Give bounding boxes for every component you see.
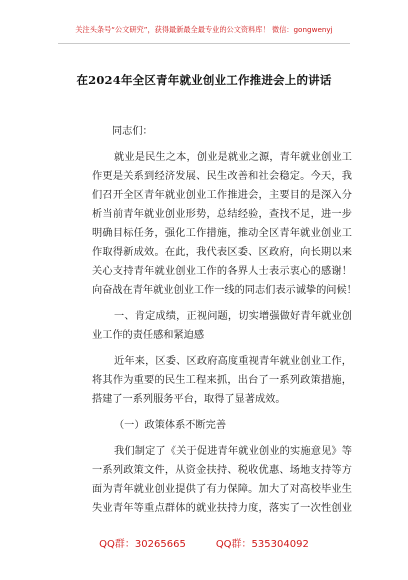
salutation: 同志们： <box>112 126 153 137</box>
paragraph-line: 面为青年就业创业提供了有力保障。加大了对高校毕业生 <box>92 484 352 495</box>
paragraph-line: 将其作为重要的民生工程来抓，出台了一系列政策措施， <box>92 375 352 386</box>
document-title: 在2024年全区青年就业创业工作推进会上的讲话 <box>76 73 332 87</box>
paragraph-line: 向奋战在青年就业创业工作一线的同志们表示诚挚的问候！ <box>92 285 357 296</box>
footer-qq-group-1: QQ群：30265665 <box>99 539 186 550</box>
paragraph-line: 作更是关系到经济发展、民生改善和社会稳定。今天，我 <box>92 171 352 182</box>
paragraph-line: 一系列政策文件，从资金扶持、税收优惠、场地支持等方 <box>92 465 352 476</box>
paragraph-line: 明确目标任务，强化工作措施，推动全区青年就业创业工 <box>92 228 352 239</box>
paragraph-line: 失业青年等重点群体的就业扶持力度，落实了一次性创业 <box>92 503 352 514</box>
subsection-heading: （一）政策体系不断完善 <box>114 420 227 431</box>
footer-qq-group-2: QQ群：535304092 <box>215 539 309 550</box>
section-heading-cont: 业工作的责任感和紧迫感 <box>92 330 205 341</box>
paragraph-line: 关心支持青年就业创业工作的各界人士表示衷心的感谢！ <box>92 266 352 277</box>
paragraph-line: 作取得新成效。在此，我代表区委、区政府，向长期以来 <box>92 247 352 258</box>
paragraph-line: 我们制定了《关于促进青年就业创业的实施意见》等 <box>114 446 352 457</box>
paragraph-line: 近年来，区委、区政府高度重视青年就业创业工作， <box>114 356 352 367</box>
paragraph-line: 们召开全区青年就业创业工作推进会，主要目的是深入分 <box>92 190 352 201</box>
footer-contact <box>0 535 408 550</box>
paragraph-line: 就业是民生之本，创业是就业之源，青年就业创业工 <box>114 152 352 163</box>
paragraph-line: 搭建了一系列服务平台，取得了显著成效。 <box>92 394 286 405</box>
section-heading: 一、肯定成绩，正视问题，切实增强做好青年就业创 <box>114 311 352 322</box>
header-note: 关注头条号“公文研究”，获得最新最全最专业的公文资料库！ 微信：gongwenyj <box>75 25 333 34</box>
header-divider <box>58 43 350 44</box>
paragraph-line: 析当前青年就业创业形势，总结经验，查找不足，进一步 <box>92 209 352 220</box>
